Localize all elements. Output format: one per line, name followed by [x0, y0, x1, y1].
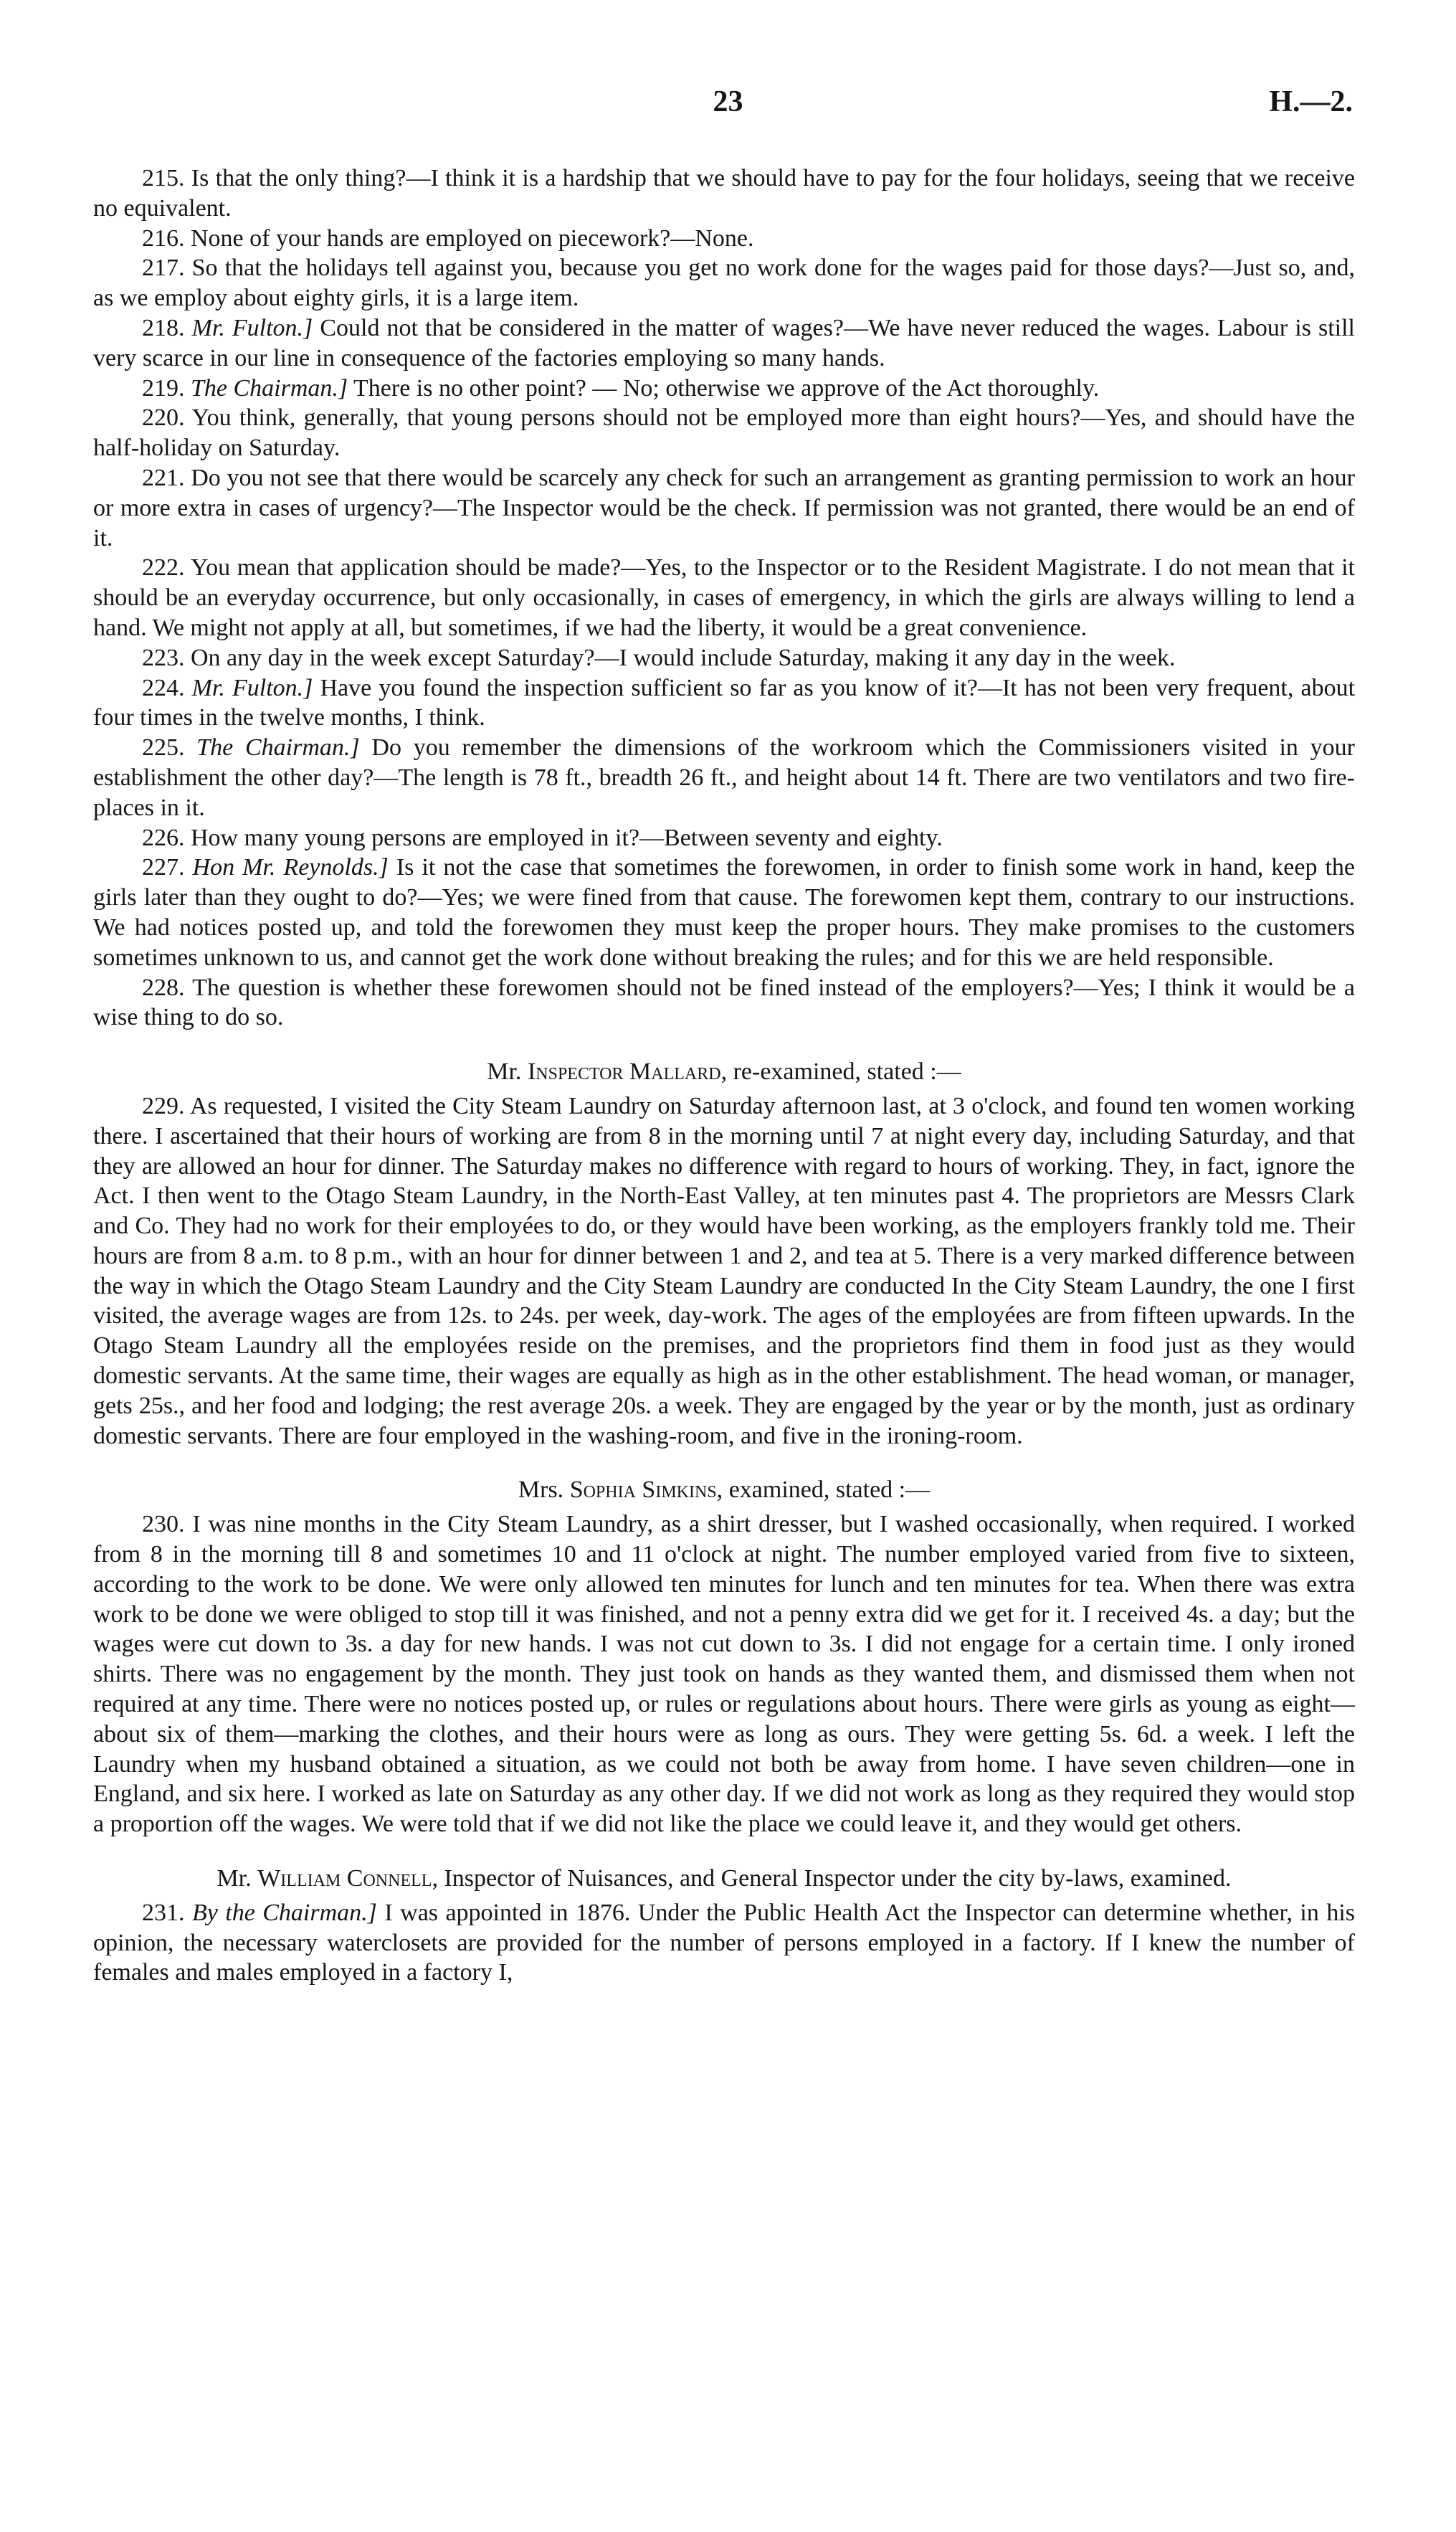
paragraph-number: 225.	[142, 734, 185, 762]
paragraph-text: You think, generally, that young persons should not be employed more than eight hours?—Yes, and should have the half-holiday on Saturday.	[93, 404, 1355, 462]
qa-paragraph	[93, 253, 1355, 313]
page-header	[93, 85, 1363, 135]
qa-paragraph	[93, 463, 1355, 553]
qa-paragraph	[93, 553, 1355, 643]
speaker-label: Mr. Fulton.]	[191, 314, 313, 341]
paragraph-text: The question is whether these forewomen should not be fined instead of the employers?—Yes; I think it would be a wise thing to do so.	[93, 974, 1356, 1031]
qa-paragraph	[93, 163, 1355, 224]
witness-name: Sophia Simkins,	[569, 1476, 723, 1504]
paragraph-text: Is that the only thing?—I think it is a hardship that we should have to pay for the four holidays, seeing that we receive no equivalent.	[93, 165, 1356, 222]
paragraph-text: Have you found the inspection sufficient so far as you know of it?—It has not been very frequent, about four times in the twelve months, I think.	[93, 674, 1356, 731]
speaker-label: Mr. Fulton.]	[191, 674, 313, 701]
qa-paragraph	[93, 224, 1355, 254]
paragraph-text: Do you remember the dimensions of the workroom which the Commissioners visited in your establishment the other day?—The length is 78 ft., breadth 26 ft., and height about 14 ft. There are two ventilators and two fire-places in it.	[93, 734, 1356, 821]
testimony-paragraph	[93, 1509, 1355, 1839]
witness-heading-connell	[93, 1864, 1355, 1894]
paragraph-number: 222.	[142, 554, 185, 582]
question-answer-list	[93, 163, 1355, 1033]
paragraph-number: 215.	[142, 165, 185, 191]
witness-name: Inspector Mallard,	[527, 1058, 728, 1086]
witness-name: William Connell,	[257, 1865, 438, 1892]
paragraph-number: 221.	[142, 464, 185, 491]
qa-paragraph	[93, 973, 1355, 1033]
paragraph-text: Is it not the case that sometimes the forewomen, in order to finish some work in hand, keep the girls later than they ought to do?—Yes; we were fined from that cause. The forewomen kept them, contrary to our instructions. We had notices posted up, and told the forewomen they must keep the proper hours. They make promises to the customers sometimes unknown to us, and cannot get the work done without breaking the rules; and for this we are held responsible.	[93, 854, 1356, 971]
qa-paragraph	[93, 733, 1355, 822]
testimony-paragraph	[93, 1898, 1355, 1988]
paragraph-text: There is no other point? — No; otherwise we approve of the Act thoroughly.	[353, 374, 1100, 402]
paragraph-number: 229.	[142, 1092, 185, 1119]
witness-title: Mr.	[487, 1058, 522, 1086]
paragraph-number: 220.	[142, 404, 185, 432]
paragraph-text: You mean that application should be made?—Yes, to the Inspector or to the Resident Magistrate. I do not mean that it should be an everyday occurrence, but only occasionally, in cases of emergency, in which the girls are always willing to lend a hand. We might not apply at all, but sometimes, if we had the liberty, it would be a great convenience.	[93, 554, 1355, 641]
qa-paragraph	[93, 853, 1355, 972]
qa-paragraph	[93, 374, 1355, 404]
qa-paragraph	[93, 313, 1355, 374]
speaker-label: Hon Mr. Reynolds.]	[192, 854, 389, 881]
paragraph-text: I was appointed in 1876. Under the Public Health Act the Inspector can determine whether, in his opinion, the necessary waterclosets are provided for the number of persons employed in a factory. If I knew the number of females and males employed in a factory I,	[93, 1899, 1355, 1986]
page-number: 23	[713, 85, 743, 118]
witness-status: Inspector of Nuisances, and General Inspector under the city by-laws, examined.	[444, 1865, 1232, 1892]
qa-paragraph	[93, 673, 1355, 734]
paragraph-text: As requested, I visited the City Steam Laundry on Saturday afternoon last, at 3 o'clock, and found ten women working there. I ascertained that their hours of working are from 8 in the morning until 7 at night every day, including Saturday, and that they are allowed an hour for dinner. The Saturday makes no difference with regard to hours of working. They, in fact, ignore the Act. I then went to the Otago Steam Laundry, in the North-East Valley, at ten minutes past 4. The proprietors are Messrs Clark and Co. They had no work for their employées to do, or they would have been working, as the employers frankly told me. Their hours are from 8 a.m. to 8 p.m., with an hour for dinner between 1 and 2, and tea at 5. There is a very marked difference between the way in which the Otago Steam Laundry and the City Steam Laundry are conducted In the City Steam Laundry, the one I first visited, the average wages are from 12s. to 24s. per week, day-work. The ages of the employées are from fifteen upwards. In the Otago Steam Laundry all the employées reside on the premises, and the proprietors find them in food just as they would domestic servants. At the same time, their wages are equally as high as in the other establishment. The head woman, or manager, gets 25s., and her food and lodging; the rest average 20s. a week. They are engaged by the year or by the month, just as ordinary domestic servants. There are four employed in the washing-room, and five in the ironing-room.	[93, 1092, 1355, 1449]
document-code: H.—2.	[1269, 85, 1353, 118]
paragraph-number: 223.	[142, 644, 185, 671]
paragraph-text: How many young persons are employed in it?—Between seventy and eighty.	[191, 824, 943, 851]
paragraph-text: None of your hands are employed on piecework?—None.	[191, 224, 754, 252]
witness-status: re-examined, stated :—	[733, 1058, 961, 1086]
paragraph-text: I was nine months in the City Steam Laundry, as a shirt dresser, but I washed occasionally, when required. I worked from 8 in the morning till 8 and sometimes 10 and 11 o'clock at night. The number employed varied from five to sixteen, according to the work to be done. We were only allowed ten minutes for lunch and ten minutes for tea. When there was extra work to be done we were obliged to stop till it was finished, and not a penny extra did we get for it. I received 4s. a day; but the wages were cut down to 3s. a day for new hands. I was not cut down to 3s. I did not engage for a certain time. I only ironed shirts. There was no engagement by the month. They just took on hands as they wanted them, and dismissed them when not required at any time. There were no notices posted up, or rules or regulations about hours. There were girls as young as eight—about six of them—marking the clothes, and their hours were as long as ours. They were getting 5s. 6d. a week. I left the Laundry when my husband obtained a situation, as we could not both be away from home. I have seven children—one in England, and six here. I worked as late on Saturday as any other day. If we did not work as long as they required they would stop a proportion off the wages. We were told that if we did not like the place we could leave it, and they would get others.	[93, 1511, 1355, 1838]
paragraph-number: 217.	[142, 255, 185, 282]
speaker-label: The Chairman.]	[191, 374, 348, 402]
qa-paragraph	[93, 643, 1355, 673]
paragraph-number: 228.	[142, 974, 185, 1001]
paragraph-number: 231.	[142, 1899, 185, 1926]
speaker-label: By the Chairman.]	[191, 1899, 377, 1926]
speaker-label: The Chairman.]	[196, 734, 360, 762]
paragraph-number: 227.	[142, 854, 185, 881]
paragraph-number: 230.	[142, 1511, 185, 1538]
witness-title: Mrs.	[518, 1476, 564, 1504]
paragraph-text: Do you not see that there would be scarcely any check for such an arrangement as granting permission to work an hour or more extra in cases of urgency?—The Inspector would be the check. If permission was not granted, there would be an end of it.	[93, 464, 1355, 551]
paragraph-number: 218.	[142, 314, 185, 341]
paragraph-number: 224.	[142, 674, 185, 701]
witness-title: Mr.	[217, 1865, 252, 1892]
witness-heading-mallard	[93, 1057, 1355, 1087]
paragraph-text: On any day in the week except Saturday?—I would include Saturday, making it any day in the week.	[191, 644, 1176, 671]
paragraph-text: So that the holidays tell against you, because you get no work done for the wages paid for those days?—Just so, and, as we employ about eighty girls, it is a large item.	[93, 255, 1356, 312]
qa-paragraph	[93, 823, 1355, 853]
witness-heading-simkins	[93, 1475, 1355, 1505]
paragraph-number: 219.	[142, 374, 185, 402]
testimony-paragraph	[93, 1091, 1355, 1451]
paragraph-number: 226.	[142, 824, 185, 851]
qa-paragraph	[93, 403, 1355, 463]
witness-status: examined, stated :—	[728, 1476, 931, 1504]
paragraph-text: Could not that be considered in the matter of wages?—We have never reduced the wages. Labour is still very scarce in our line in consequence of the factories employing so many hands.	[93, 314, 1356, 371]
paragraph-number: 216.	[142, 224, 185, 252]
body-text	[93, 163, 1355, 1988]
